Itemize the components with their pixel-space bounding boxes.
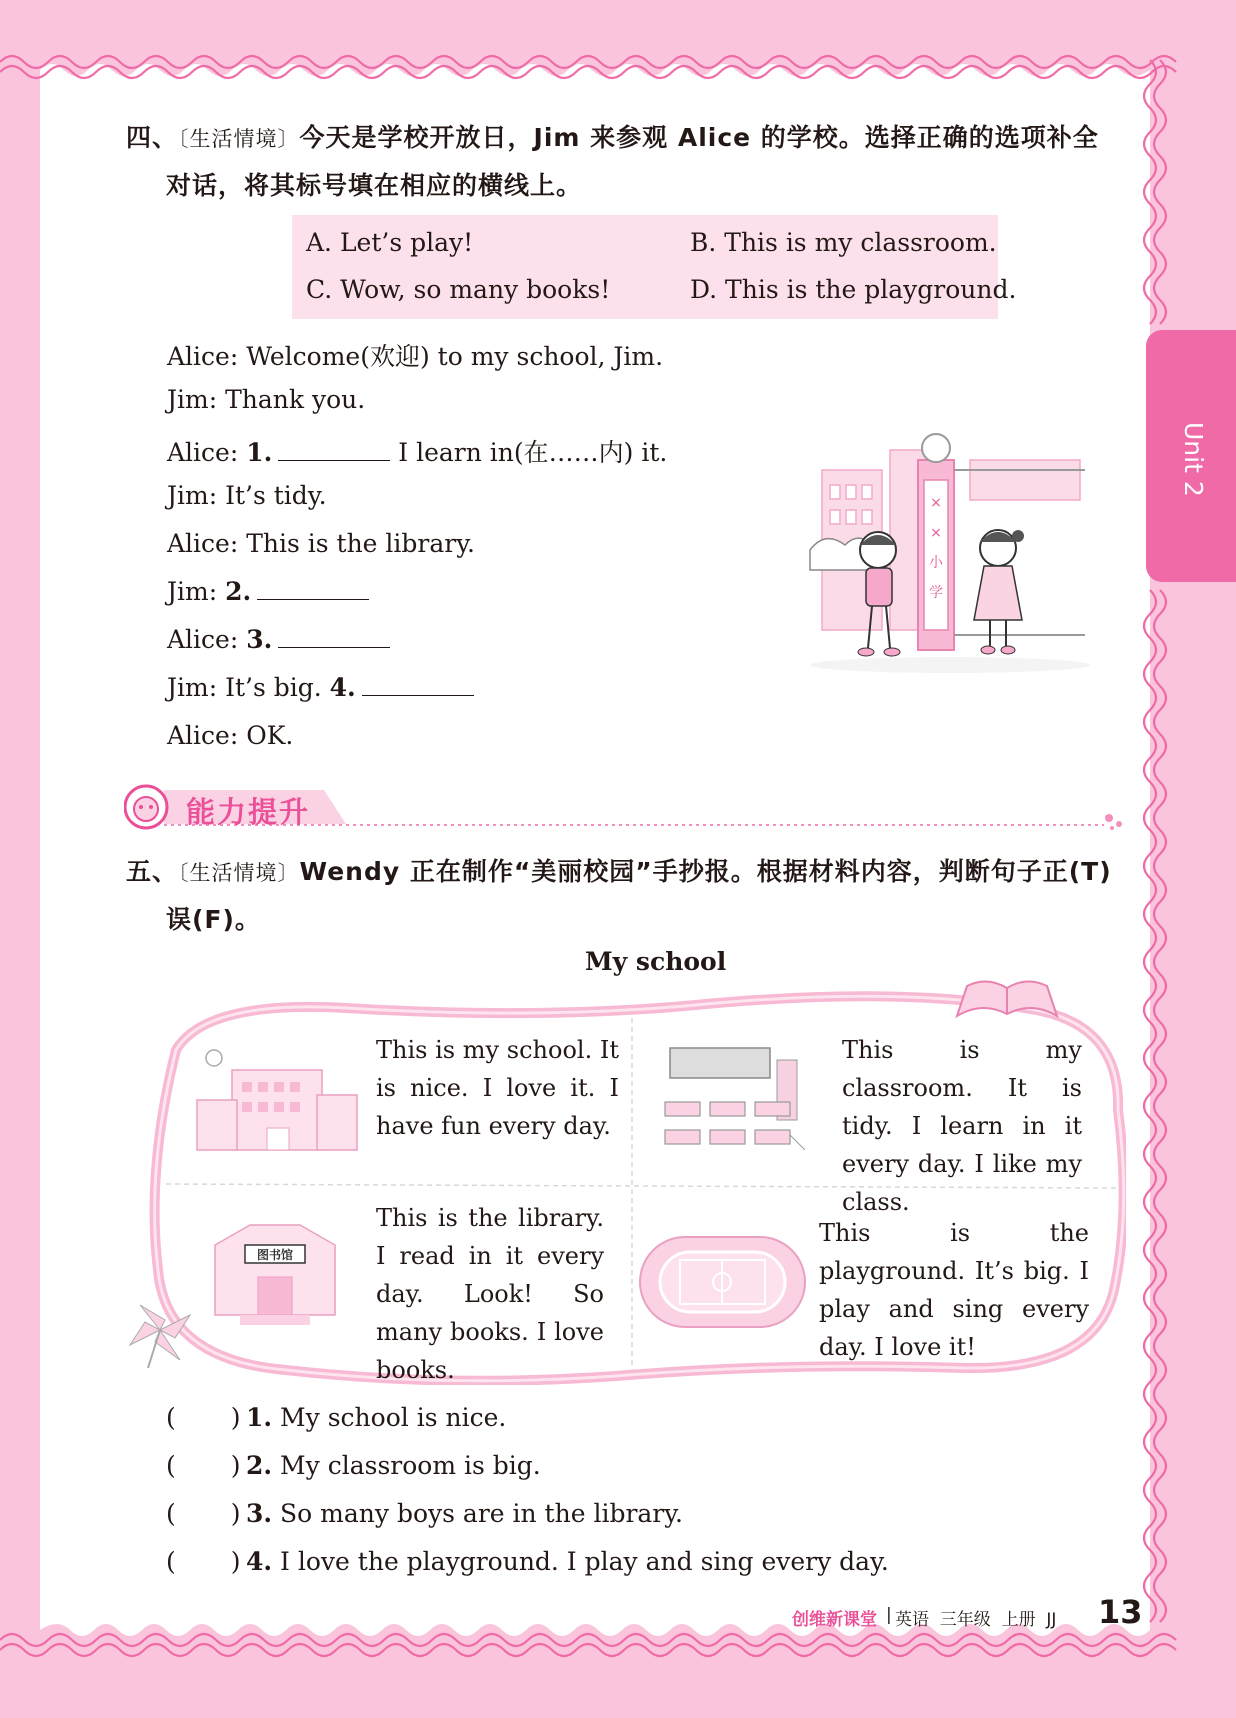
statement-1-text: My school is nice.: [272, 1403, 507, 1432]
q4-line2: 对话，将其标号填在相应的横线上。: [166, 171, 583, 200]
pinwheel-icon: [120, 1300, 200, 1370]
sign-char-3: 小: [929, 555, 943, 571]
footer-info: 英语 三年级 上册 JJ: [895, 1610, 1057, 1630]
dialogue-line-4: Jim: It’s tidy.: [167, 481, 327, 510]
dialogue-line-9: Alice: OK.: [167, 721, 294, 750]
blank-3[interactable]: [278, 625, 390, 648]
dialogue-line-6: [167, 577, 369, 606]
statement-4-text: I love the playground. I play and sing every day.: [272, 1547, 889, 1576]
dialogue-line-8: [167, 673, 474, 702]
option-a: A. Let’s play!: [306, 228, 474, 257]
classroom-panel-text: This is my classroom. It is tidy. I learn in it every day. I like my class.: [842, 1036, 1082, 1216]
q4-line1: 今天是学校开放日，Jim 来参观 Alice 的学校。选择正确的选项补全: [299, 123, 1099, 152]
blank-2-number: 2.: [225, 577, 252, 606]
statement-2: [166, 1451, 541, 1480]
sign-char-1: ×: [930, 495, 942, 511]
dialogue-line-8-speaker: Jim: It’s big.: [167, 673, 330, 702]
playground-panel-text: This is the playground. It’s big. I play and sing every day. I love it!: [819, 1219, 1089, 1361]
statement-1: [166, 1403, 506, 1432]
school-panel-text: This is my school. It is nice. I love it. I have fun every day.: [376, 1036, 619, 1140]
library-panel-text: This is the library. I read in it every day. Look! So many books. I love books.: [376, 1204, 604, 1384]
dialogue-line-7: [167, 625, 390, 654]
q4-tag: 〔生活情境〕: [178, 127, 300, 151]
dialogue-line-2: Jim: Thank you.: [167, 385, 366, 414]
unit-tab: [1146, 330, 1236, 582]
statement-3: [166, 1499, 683, 1528]
blank-2[interactable]: [257, 577, 369, 600]
answer-slot-1[interactable]: ( ): [166, 1403, 241, 1432]
unit-tab-label: Unit 2: [1179, 422, 1208, 497]
dialogue-line-6-speaker: Jim:: [167, 577, 226, 606]
q5-heading: [126, 852, 1112, 888]
sign-char-4: 学: [929, 585, 943, 601]
school-gate-illustration: [800, 430, 1100, 680]
page-number: 13: [1098, 1593, 1143, 1631]
q4-number: 四、: [126, 123, 179, 152]
answer-slot-3[interactable]: ( ): [166, 1499, 241, 1528]
dialogue-line-5: Alice: This is the library.: [167, 529, 475, 558]
footer-separator: |: [886, 1605, 892, 1625]
sign-char-2: ×: [930, 525, 942, 541]
blank-4-number: 4.: [329, 673, 356, 702]
blank-1-number: 1.: [246, 438, 273, 467]
answer-slot-2[interactable]: ( ): [166, 1451, 241, 1480]
blank-3-number: 3.: [246, 625, 273, 654]
q4-heading: [126, 118, 1099, 154]
q5-number: 五、: [126, 857, 179, 886]
option-c: C. Wow, so many books!: [306, 275, 611, 304]
dialogue-line-3: [167, 433, 667, 469]
option-b: B. This is my classroom.: [690, 228, 997, 257]
statement-2-number: 2.: [246, 1451, 273, 1480]
q5-line1: Wendy 正在制作“美丽校园”手抄报。根据材料内容，判断句子正(T): [299, 857, 1112, 886]
library-picture: [190, 1205, 360, 1330]
dialogue-line-3-speaker: Alice:: [167, 438, 247, 467]
q5-line2: 误(F)。: [166, 905, 261, 934]
statement-4-number: 4.: [246, 1547, 273, 1576]
dialogue-line-1: Alice: Welcome(欢迎) to my school, Jim.: [167, 342, 664, 371]
material-title: My school: [585, 947, 727, 976]
option-d: D. This is the playground.: [690, 275, 1017, 304]
blank-1[interactable]: [278, 438, 390, 461]
school-building-picture: [192, 1040, 362, 1155]
playground-picture: [635, 1232, 810, 1332]
dialogue-line-7-speaker: Alice:: [167, 625, 247, 654]
blank-4[interactable]: [362, 673, 474, 696]
statement-1-number: 1.: [246, 1403, 273, 1432]
q5-tag: 〔生活情境〕: [178, 861, 300, 885]
answer-slot-4[interactable]: ( ): [166, 1547, 241, 1576]
statement-3-number: 3.: [246, 1499, 273, 1528]
statement-2-text: My classroom is big.: [272, 1451, 541, 1480]
dialogue-line-3-rest: I learn in(在……内) it.: [390, 438, 668, 467]
book-icon: [952, 976, 1062, 1031]
library-sign: 图书馆: [256, 1248, 294, 1262]
footer-brand: 创维新课堂: [792, 1610, 877, 1630]
section-title: 能力提升: [186, 795, 311, 829]
statement-3-text: So many boys are in the library.: [272, 1499, 683, 1528]
classroom-picture: [655, 1040, 805, 1160]
statement-4: [166, 1547, 889, 1576]
